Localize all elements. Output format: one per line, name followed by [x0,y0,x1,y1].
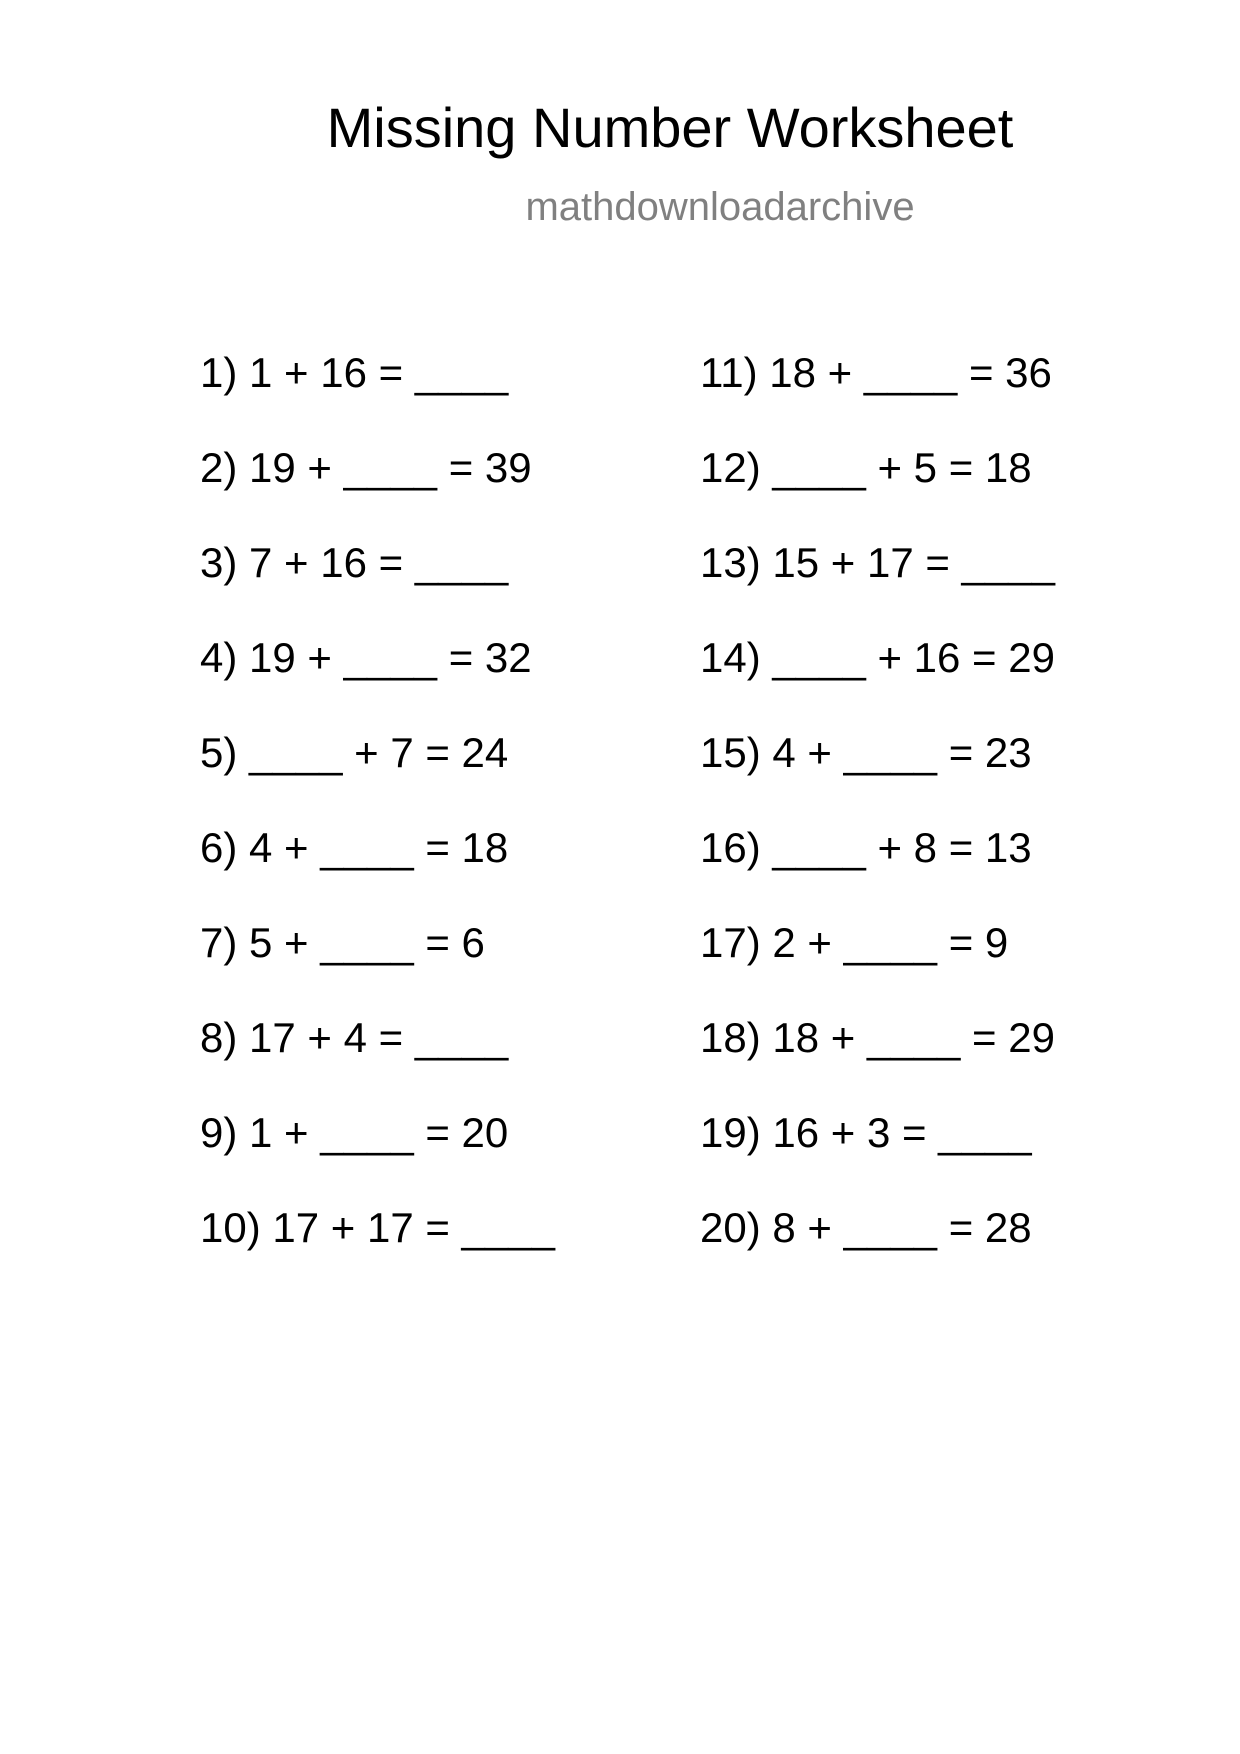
problem-15: 15) 4 + ____ = 23 [700,729,1032,776]
problem-18: 18) 18 + ____ = 29 [700,1014,1055,1061]
problem-2: 2) 19 + ____ = 39 [200,444,532,491]
problem-9: 9) 1 + ____ = 20 [200,1109,509,1156]
problems-column-left [200,349,555,1299]
problem-10: 10) 17 + 17 = ____ [200,1204,555,1251]
problems-column-right [700,349,1055,1299]
problem-5: 5) ____ + 7 = 24 [200,729,509,776]
problem-12: 12) ____ + 5 = 18 [700,444,1032,491]
problem-11: 11) 18 + ____ = 36 [700,349,1052,396]
problem-14: 14) ____ + 16 = 29 [700,634,1055,681]
problem-16: 16) ____ + 8 = 13 [700,824,1032,871]
problem-8: 8) 17 + 4 = ____ [200,1014,509,1061]
problem-7: 7) 5 + ____ = 6 [200,919,485,966]
problem-19: 19) 16 + 3 = ____ [700,1109,1032,1156]
problem-17: 17) 2 + ____ = 9 [700,919,1009,966]
problem-3: 3) 7 + 16 = ____ [200,539,509,586]
worksheet-title: Missing Number Worksheet [326,96,1014,159]
problem-20: 20) 8 + ____ = 28 [700,1204,1032,1251]
worksheet-subtitle: mathdownloadarchive [525,185,915,229]
problem-13: 13) 15 + 17 = ____ [700,539,1055,586]
problem-6: 6) 4 + ____ = 18 [200,824,509,871]
problem-4: 4) 19 + ____ = 32 [200,634,532,681]
problem-1: 1) 1 + 16 = ____ [200,349,509,396]
